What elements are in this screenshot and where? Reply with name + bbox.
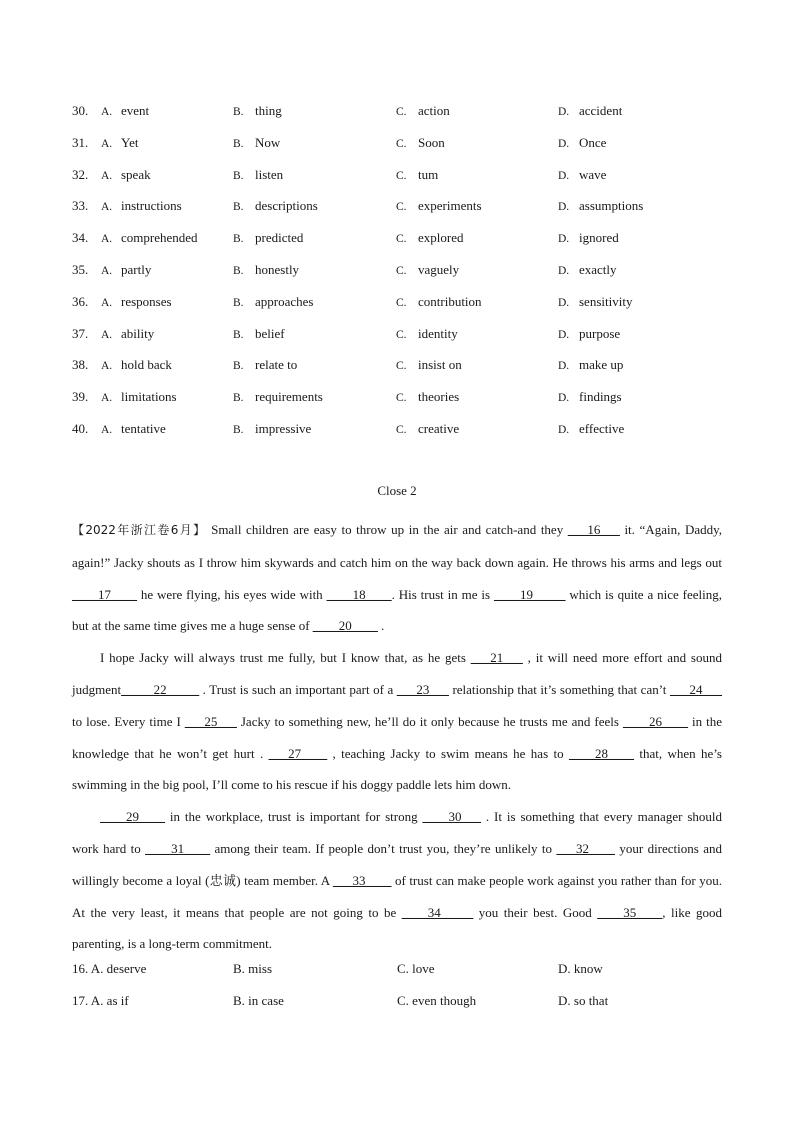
question-number: 33. [72,198,89,214]
option-letter-c: C. [396,233,407,246]
passage-paragraph-2 [72,642,722,801]
option-c-text: experiments [418,198,482,214]
answer-blank: ____30___ [422,809,481,825]
option-row [72,387,732,419]
option-letter-d: D. [558,423,570,436]
answer-choice-c: C. even though [397,992,477,1008]
option-d-text: accident [579,103,623,118]
option-a-text: responses [121,293,172,309]
option-letter-a: A. [101,392,113,405]
question-number: 34. [72,230,89,246]
option-d-text: sensitivity [579,293,633,309]
option-letter-b: B. [233,201,244,214]
option-letter-c: C. [396,423,407,436]
answer-blank: ____35____ [597,904,663,920]
option-letter-c: C. [396,201,407,214]
option-letter-c: C. [396,137,407,150]
passage-text: which is quite a nice feeling, but at the same time gives me a huge sense of [72,586,722,634]
answer-blank: ____34_____ [401,904,474,920]
option-letter-b: B. [233,360,244,373]
option-letter-a: A. [101,423,113,436]
passage-text: . [377,618,385,634]
option-a-text: partly [121,261,152,277]
option-letter-b: B. [233,328,244,341]
option-letter-d: D. [558,392,570,405]
answer-option-list [72,959,732,1023]
answer-choice-d: D. so that [558,992,609,1008]
option-letter-c: C. [396,169,407,182]
passage-text: in the knowledge that he won’t get hurt . [72,713,722,761]
passage-text: Jacky to something new, he’ll do it only because he trusts me and feels [236,713,623,729]
option-row [72,228,732,260]
option-b-text: impressive [255,420,312,436]
option-letter-c: C. [396,328,407,341]
passage-text: . It is something that every manager should work hard to [72,809,723,856]
option-letter-a: A. [101,233,113,246]
option-a-text: Yet [121,134,139,150]
answer-blank: ____31____ [145,840,211,856]
option-letter-b: B. [233,264,244,277]
option-b-text: honestly [255,261,300,277]
option-row [72,101,732,133]
answer-choice-c: C. love [397,961,435,976]
option-letter-d: D. [558,233,570,246]
question-number: 38. [72,357,89,373]
option-a-text: instructions [121,198,182,214]
option-c-text: tum [418,166,439,182]
option-letter-d: D. [558,137,570,150]
cloze-passage [72,514,722,960]
question-number: 40. [72,420,89,436]
option-d-text: Once [579,134,607,150]
passage-text: among their team. If people don’t trust you, they’re unlikely to [210,840,557,856]
option-a-text: ability [121,325,155,341]
passage-text: Small children are easy to throw up in the air and catch-and they [211,522,568,537]
passage-text: to lose. Every time I [72,713,185,729]
option-c-text: contribution [418,293,482,309]
option-row [72,260,732,292]
passage-paragraph-3 [72,801,722,960]
option-c-text: vaguely [418,261,460,277]
option-letter-d: D. [558,106,570,118]
option-a-text: tentative [121,420,166,436]
option-row [72,292,732,324]
passage-text: it. “Again, Daddy, again!” Jacky shouts as I throw him skywards and catch him on the way back down again. He throws his arms and legs out [72,522,723,570]
option-letter-a: A. [101,264,113,277]
answer-blank: ____19_____ [493,586,566,602]
passage-text: that, when he’s swimming in the big pool, I’ll come to his rescue if his doggy paddle lets him down. [72,745,722,793]
option-letter-b: B. [233,392,244,405]
option-b-text: approaches [255,293,314,309]
passage-paragraph-1 [72,514,722,642]
passage-text: your directions and willingly become a loyal (忠诚) team member. A [72,840,722,888]
option-c-text: insist on [418,357,462,373]
question-number: 35. [72,261,89,277]
option-d-text: make up [579,357,624,373]
option-row [72,419,732,451]
option-letter-a: A. [101,360,113,373]
option-row [72,165,732,197]
option-letter-c: C. [396,360,407,373]
option-b-text: belief [255,325,285,341]
option-a-text: hold back [121,357,172,373]
passage-text: relationship that it’s something that can’t [448,681,670,697]
answer-choice-b: B. miss [233,961,273,976]
passage-text: , teaching Jacky to swim means he has to [327,745,570,761]
option-d-text: assumptions [579,198,644,214]
answer-choice-a: 16. A. deserve [72,961,147,976]
answer-blank: ___33____ [332,872,392,888]
option-letter-a: A. [101,137,113,150]
option-letter-a: A. [101,296,113,309]
question-number: 37. [72,325,89,341]
option-row [72,324,732,356]
question-number: 31. [72,134,89,150]
option-letter-b: B. [233,137,244,150]
option-letter-a: A. [101,106,113,118]
option-d-text: exactly [579,261,617,277]
option-letter-b: B. [233,296,244,309]
option-a-text: speak [121,166,151,182]
answer-blank: ____28____ [569,745,635,761]
answer-blank: ____18____ [326,586,392,602]
question-number: 36. [72,293,89,309]
option-b-text: listen [255,166,284,182]
answer-blank: _____22_____ [121,681,200,697]
answer-choice-d: D. know [558,961,603,976]
option-letter-a: A. [101,328,113,341]
passage-text: . Trust is such an important part of a [199,681,397,697]
answer-blank: ___16___ [567,522,620,537]
option-letter-d: D. [558,296,570,309]
option-letter-a: A. [101,169,113,182]
option-letter-b: B. [233,233,244,246]
option-b-text: thing [255,103,282,118]
option-b-text: Now [255,134,281,150]
answer-blank: ____26____ [622,713,688,729]
option-list-30-40 [72,101,732,451]
option-c-text: Soon [418,134,445,150]
option-d-text: ignored [579,230,619,246]
answer-blank: ____20____ [312,618,378,634]
option-letter-a: A. [101,201,113,214]
question-number: 32. [72,166,89,182]
option-letter-b: B. [233,106,244,118]
answer-blank: ___27____ [268,745,328,761]
passage-text: I hope Jacky will always trust me fully, but I know that, as he gets [100,650,471,666]
answer-blank: ___21___ [470,650,523,666]
option-a-text: event [121,103,150,118]
option-b-text: requirements [255,389,323,405]
option-d-text: purpose [579,325,621,341]
passage-text: he were flying, his eyes wide with [137,586,327,602]
answer-row [72,959,732,991]
answer-blank: ____29____ [100,809,165,825]
answer-blank: ___32____ [556,840,615,856]
question-number: 39. [72,389,89,405]
option-c-text: creative [418,420,460,436]
option-letter-b: B. [233,423,244,436]
answer-choice-b: B. in case [233,992,284,1008]
option-d-text: effective [579,420,625,436]
answer-choice-a: 17. A. as if [72,992,129,1008]
option-d-text: findings [579,389,622,405]
option-b-text: relate to [255,357,298,373]
option-letter-d: D. [558,360,570,373]
answer-blank: ____17____ [72,586,137,602]
passage-text: , it will need more effort and sound judgment [72,650,722,697]
passage-text: . His trust in me is [391,586,494,602]
option-b-text: predicted [255,230,304,246]
passage-text: you their best. Good [473,904,598,920]
answer-blank: ___23___ [396,681,449,697]
option-c-text: theories [418,389,460,405]
source-tag: 【2022年浙江卷6月】 [72,523,207,537]
option-row [72,355,732,387]
option-a-text: comprehended [121,230,198,246]
question-number: 30. [72,103,89,118]
option-row [72,196,732,228]
option-letter-d: D. [558,264,570,277]
passage-text: of trust can make people work against you rather than for you. At the very least, it means that people are not going to be [72,872,722,920]
passage-text: in the workplace, trust is important for strong [165,809,423,825]
option-letter-c: C. [396,106,407,118]
option-letter-c: C. [396,264,407,277]
option-d-text: wave [579,166,607,182]
option-letter-d: D. [558,201,570,214]
option-letter-d: D. [558,328,570,341]
option-letter-c: C. [396,296,407,309]
option-letter-c: C. [396,392,407,405]
section-title: Close 2 [377,483,417,498]
option-letter-d: D. [558,169,570,182]
answer-row [72,991,732,1023]
option-a-text: limitations [121,389,177,405]
passage-text: , like good parenting, is a long-term commitment. [72,904,723,952]
option-row [72,133,732,165]
option-c-text: action [418,103,450,118]
option-b-text: descriptions [255,198,318,214]
option-c-text: identity [418,325,458,341]
option-letter-b: B. [233,169,244,182]
answer-blank: ___25___ [184,713,237,729]
answer-blank: ___24___ [670,681,722,697]
option-c-text: explored [418,230,464,246]
